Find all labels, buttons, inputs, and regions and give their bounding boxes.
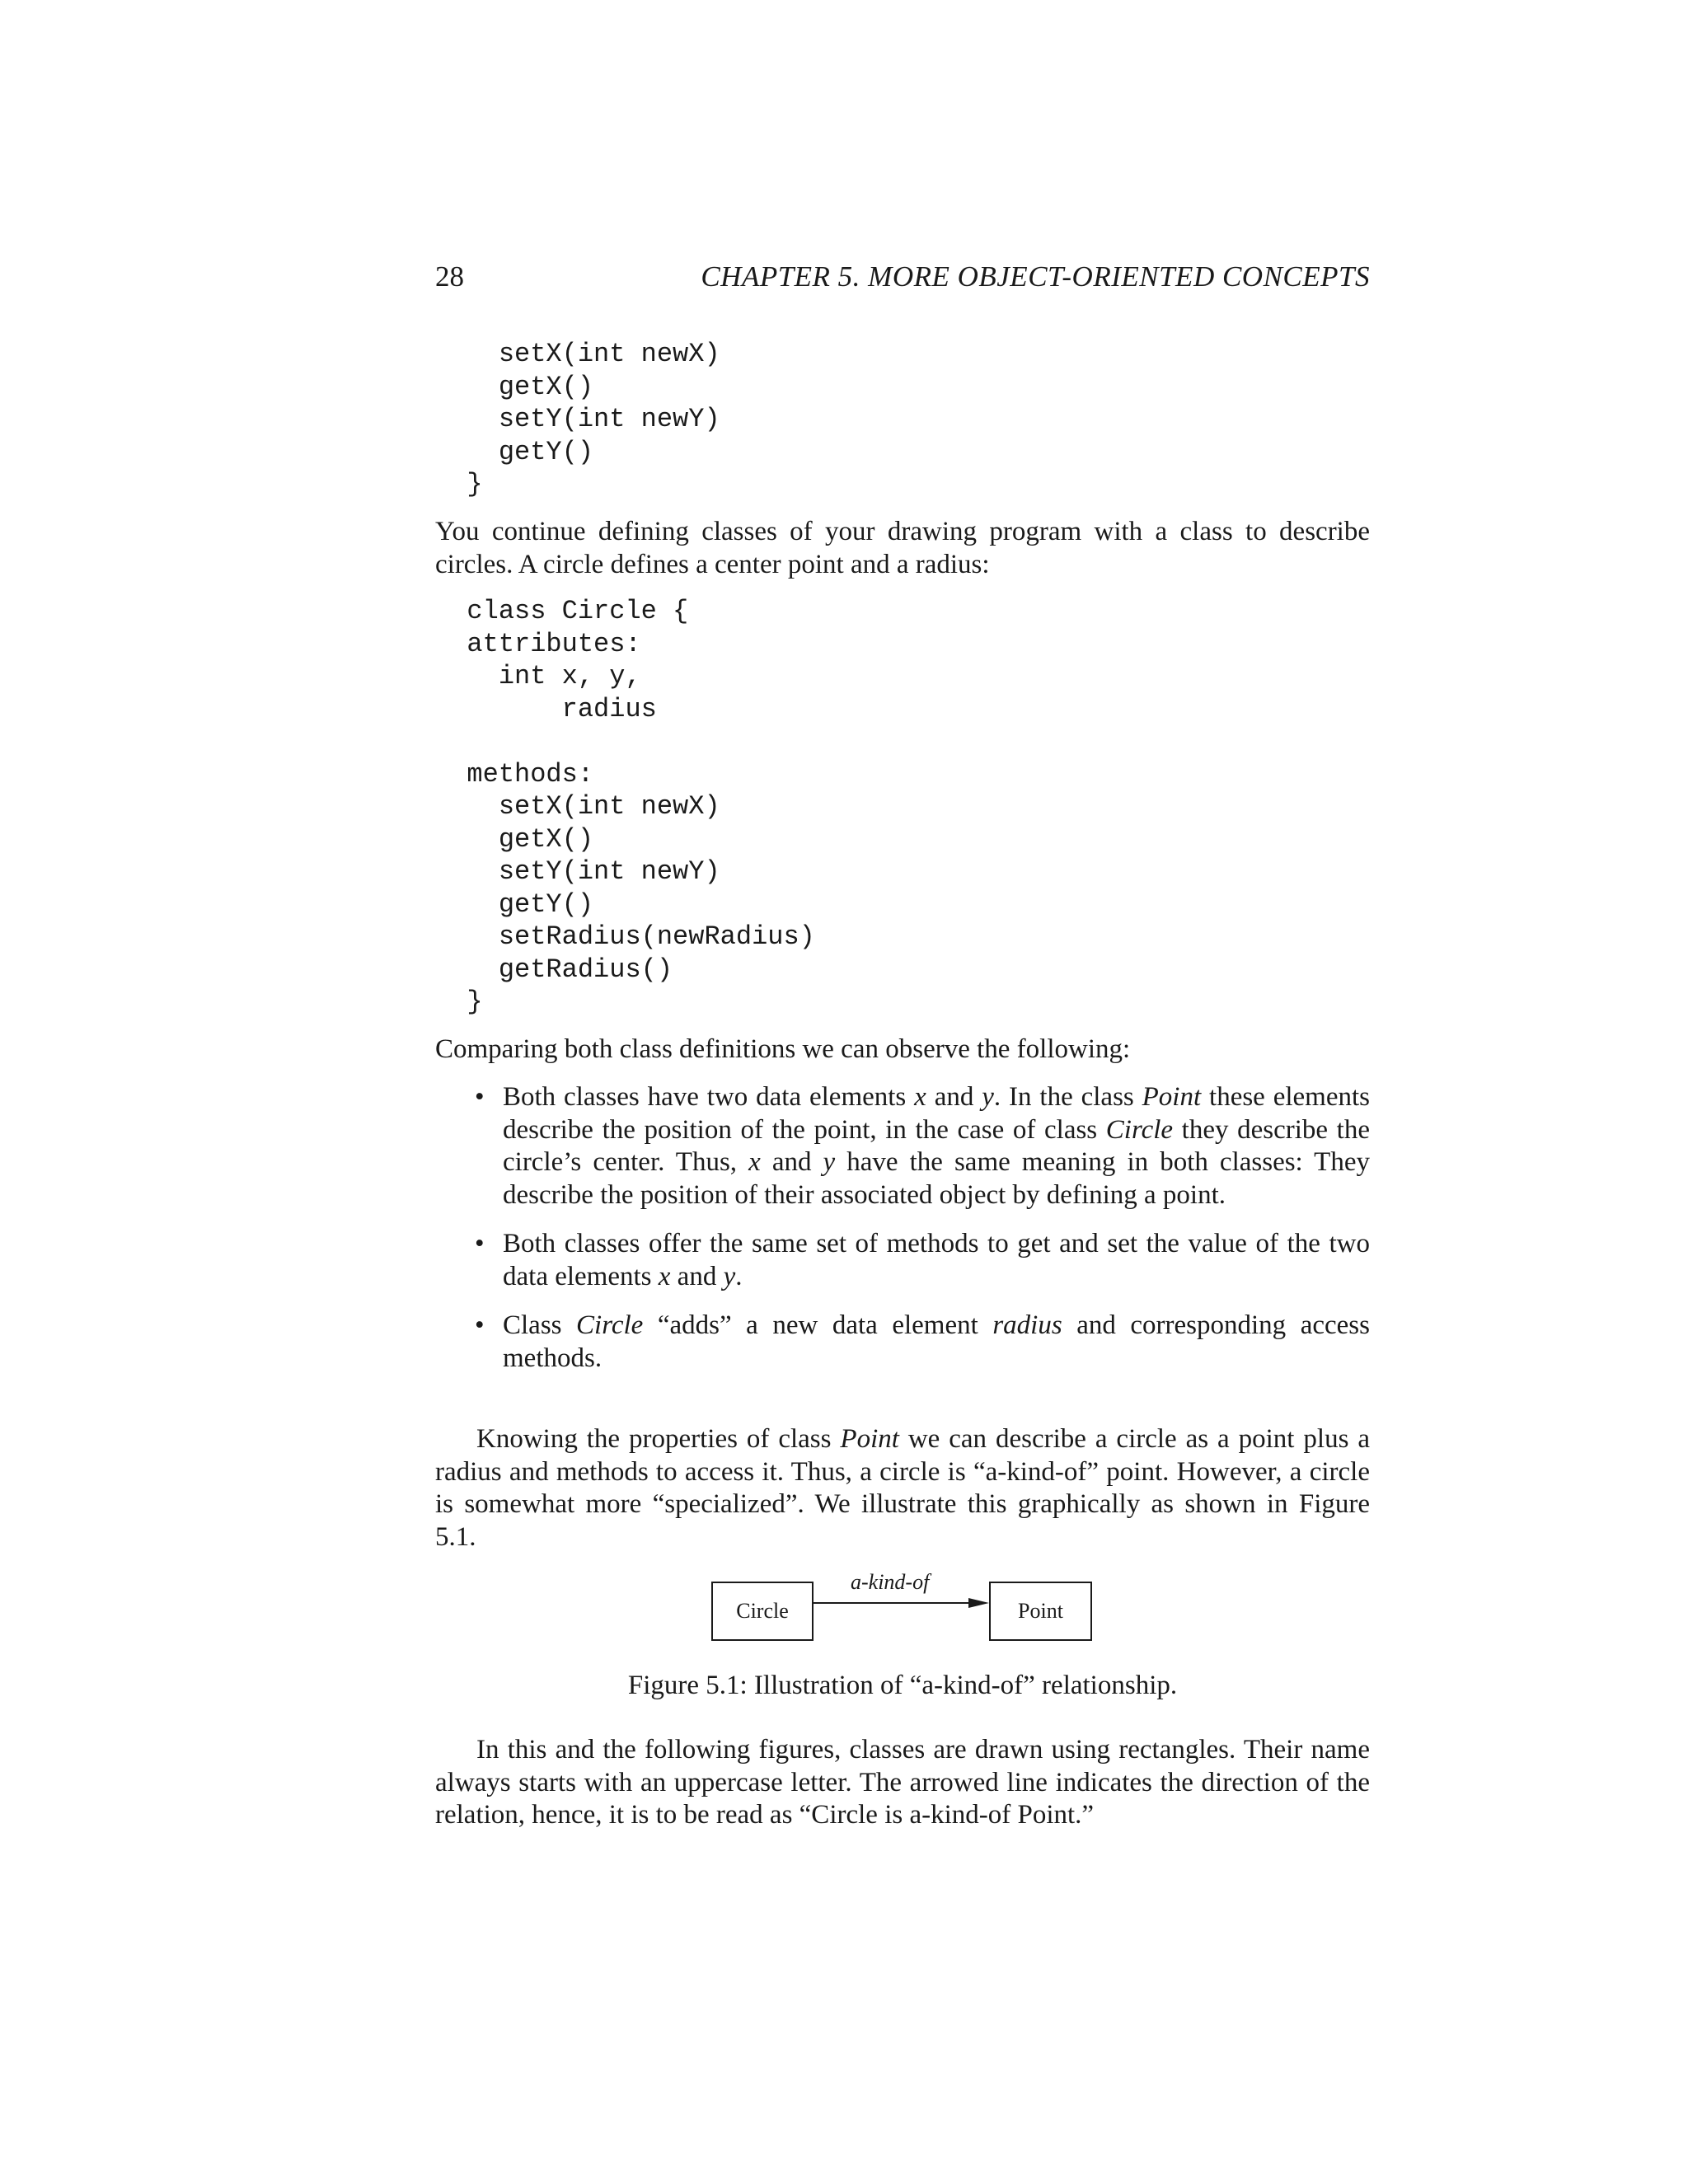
code-line: [435, 725, 815, 758]
emphasized-term: Point: [1142, 1082, 1202, 1112]
emphasized-term: radius: [992, 1310, 1062, 1340]
bullet-item: [475, 1310, 1370, 1375]
page-header: [435, 260, 1370, 298]
paragraph-figure-explanation: In this and the following figures, classes are drawn using rectangles. Their name always starts with an uppercase letter. The arrowed line indicates the direction of the relation, hence, it is to be read as “Circle is a-kind-of Point.”: [435, 1735, 1370, 1830]
bullet-text: [503, 1310, 1370, 1373]
bullet-item: [475, 1081, 1370, 1212]
code-line: setY(int newY): [435, 404, 720, 434]
code-line: methods:: [435, 758, 594, 790]
text-run: “adds” a new data element: [643, 1310, 993, 1340]
emphasized-term: Circle: [1105, 1114, 1174, 1145]
code-line: setX(int newX): [435, 791, 720, 822]
code-line: class Circle {: [435, 596, 689, 626]
text-run: and: [926, 1082, 982, 1112]
code-line: setX(int newX): [435, 339, 720, 369]
class-box-circle: [711, 1582, 814, 1641]
text-run: Both classes offer the same set of methods to get and set the value of the two data elements: [503, 1229, 1370, 1291]
emphasized-term: Circle: [576, 1310, 644, 1340]
paragraph-a-kind-of: [435, 1423, 1370, 1554]
code-block-circle-class: [435, 595, 815, 1019]
bullet-text: [503, 1229, 1370, 1291]
text-run: we can describe a circle as a point plus a radius and methods to access it. Thus, a circle is “a-kind-of” point. However, a circle is somewhat more “specialized”. We illustrate this graphically as shown in Figure 5.1.: [435, 1424, 1370, 1552]
code-line: }: [435, 469, 483, 499]
text-run: .: [735, 1261, 743, 1291]
page-number: 28: [435, 260, 464, 293]
emphasized-term: Point: [840, 1424, 899, 1454]
bullet-dot-icon: •: [475, 1082, 485, 1112]
bullet-dot-icon: •: [475, 1310, 485, 1340]
text-run: Class: [503, 1310, 577, 1340]
paragraph-intro-circle: You continue defining classes of your drawing program with a class to describe circles. A circle defines a center point and a radius:: [435, 517, 1370, 579]
bullet-dot-icon: •: [475, 1229, 485, 1258]
code-line: attributes:: [435, 628, 641, 659]
text-run: and corresponding access methods.: [503, 1310, 1370, 1373]
text-run: and: [670, 1261, 724, 1291]
text-run: have the same meaning in both classes: They describe the position of their associated object by defining a point.: [503, 1147, 1370, 1210]
class-box-point: [989, 1582, 1092, 1641]
code-block-point-methods: [435, 338, 720, 501]
figure-caption: Figure 5.1: Illustration of “a-kind-of” relationship.: [627, 1671, 1178, 1700]
code-line: int x, y,: [435, 661, 641, 691]
text-run: and: [760, 1147, 823, 1177]
class-box-label: Circle: [736, 1599, 789, 1623]
class-box-label: Point: [1018, 1599, 1063, 1623]
emphasized-term: x: [658, 1261, 671, 1291]
bullet-text: [503, 1082, 1370, 1210]
text-run: . In the class: [993, 1082, 1142, 1112]
paragraph-comparing: Comparing both class definitions we can observe the following:: [435, 1034, 1131, 1064]
code-line: radius: [435, 693, 657, 724]
code-line: getX(): [435, 823, 594, 855]
text-run: Both classes have two data elements: [503, 1082, 915, 1112]
comparison-bullet-list: [475, 1081, 1370, 1391]
code-line: }: [435, 987, 483, 1017]
text-run: these elements describe the position of the point, in the case of class: [503, 1082, 1370, 1145]
running-title: CHAPTER 5. MORE OBJECT-ORIENTED CONCEPTS: [701, 260, 1370, 293]
paragraph-text: [435, 1424, 1370, 1552]
code-line: getY(): [435, 888, 594, 920]
emphasized-term: y: [982, 1082, 994, 1112]
relation-arrow-icon: [814, 1593, 989, 1613]
relation-label: a-kind-of: [851, 1570, 930, 1594]
code-line: setRadius(newRadius): [435, 921, 815, 952]
code-line: getRadius(): [435, 954, 673, 985]
emphasized-term: x: [914, 1082, 926, 1112]
emphasized-term: y: [823, 1147, 836, 1177]
text-run: they describe the circle’s center. Thus,: [503, 1114, 1370, 1177]
emphasized-term: y: [723, 1261, 736, 1291]
code-line: getX(): [435, 371, 594, 402]
code-line: getY(): [435, 436, 594, 467]
text-run: Knowing the properties of class: [476, 1424, 841, 1454]
code-line: setY(int newY): [435, 856, 720, 887]
emphasized-term: x: [748, 1147, 761, 1177]
bullet-item: [475, 1228, 1370, 1293]
